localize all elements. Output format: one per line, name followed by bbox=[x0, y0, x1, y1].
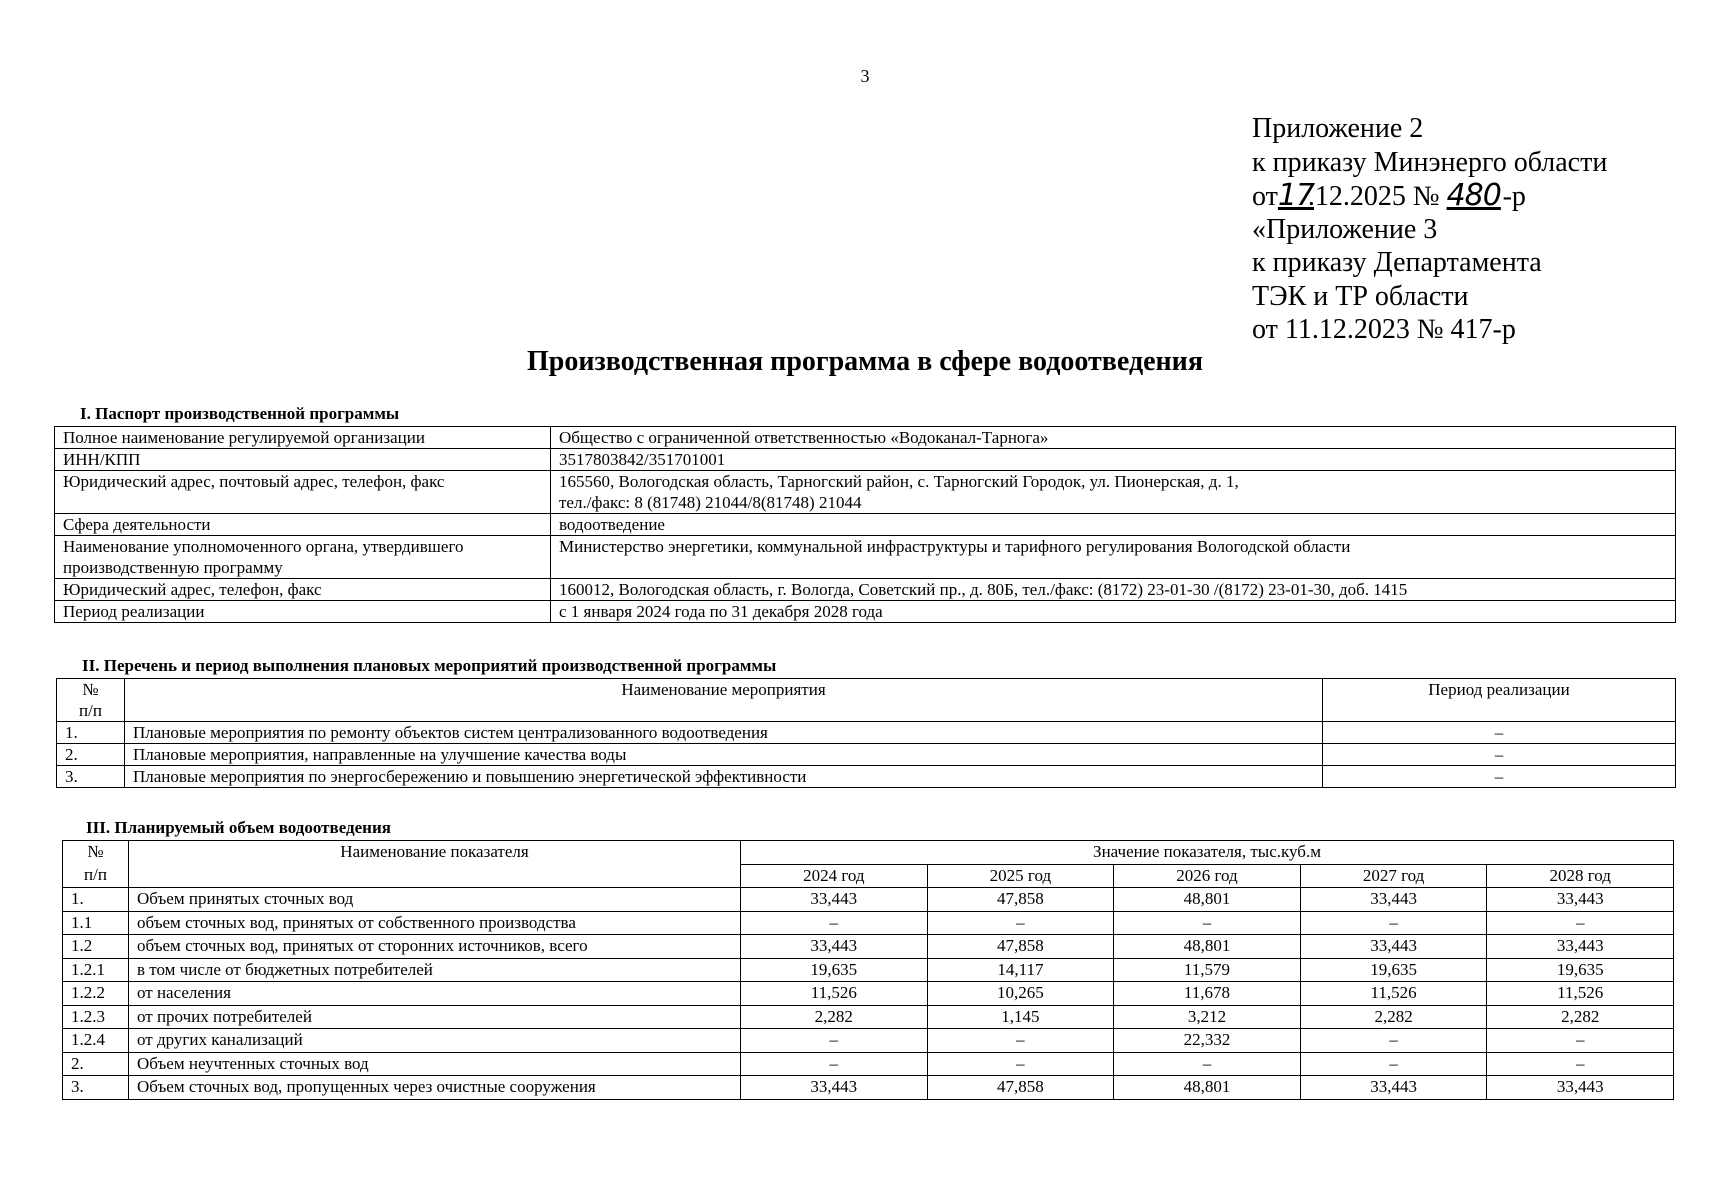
row-value: 19,635 bbox=[1487, 958, 1674, 982]
row-name: Плановые мероприятия, направленные на улучшение качества воды bbox=[125, 744, 1323, 766]
row-value: – bbox=[927, 1052, 1114, 1076]
measures-table bbox=[56, 678, 1676, 788]
row-value: – bbox=[1114, 1052, 1301, 1076]
table-row bbox=[63, 982, 1674, 1006]
row-value: 33,443 bbox=[741, 935, 928, 959]
table-row bbox=[63, 958, 1674, 982]
passport-value-line: 165560, Вологодская область, Тарногский район, с. Тарногский Городок, ул. Пионерская, д. 1, bbox=[559, 472, 1239, 491]
appendix-text: -р bbox=[1502, 181, 1526, 212]
col-header-values: Значение показателя, тыс.куб.м bbox=[741, 841, 1674, 865]
row-num: 1.2 bbox=[63, 935, 129, 959]
row-name: от прочих потребителей bbox=[129, 1005, 741, 1029]
appendix-text: .12.2025 № bbox=[1307, 181, 1440, 212]
row-value: 3,212 bbox=[1114, 1005, 1301, 1029]
row-num: 1.2.2 bbox=[63, 982, 129, 1006]
table-row bbox=[55, 579, 1676, 601]
table-row bbox=[63, 935, 1674, 959]
col-header-name: Наименование мероприятия bbox=[125, 679, 1323, 722]
row-value: – bbox=[1300, 1029, 1487, 1053]
row-value: 33,443 bbox=[1487, 888, 1674, 912]
row-value: 33,443 bbox=[741, 888, 928, 912]
row-value: 10,265 bbox=[927, 982, 1114, 1006]
volume-heading: III. Планируемый объем водоотведения bbox=[86, 818, 391, 837]
row-value: – bbox=[741, 1052, 928, 1076]
passport-label-line: производственную программу bbox=[63, 558, 283, 577]
row-value: – bbox=[741, 911, 928, 935]
volume-table bbox=[62, 840, 1674, 1100]
table-row bbox=[63, 1005, 1674, 1029]
year-header: 2026 год bbox=[1114, 864, 1301, 888]
table-row bbox=[57, 744, 1676, 766]
appendix-line: Приложение 2 bbox=[1252, 113, 1424, 144]
table-row bbox=[63, 1076, 1674, 1100]
appendix-line: «Приложение 3 bbox=[1252, 213, 1438, 245]
row-num: 3. bbox=[57, 766, 125, 788]
passport-value: с 1 января 2024 года по 31 декабря 2028 года bbox=[551, 601, 1676, 623]
row-name: Плановые мероприятия по энергосбережению и повышению энергетической эффективности bbox=[125, 766, 1323, 788]
passport-heading: I. Паспорт производственной программы bbox=[80, 404, 400, 423]
row-value: 11,526 bbox=[741, 982, 928, 1006]
row-num: 1. bbox=[63, 888, 129, 912]
passport-table bbox=[54, 426, 1676, 623]
row-value: 48,801 bbox=[1114, 1076, 1301, 1100]
table-row bbox=[55, 427, 1676, 449]
row-num: 1.2.1 bbox=[63, 958, 129, 982]
document-title: Производственная программа в сфере водоотведения bbox=[527, 346, 1203, 377]
passport-value: водоотведение bbox=[551, 514, 1676, 536]
table-header-row bbox=[57, 679, 1676, 722]
row-value: 11,526 bbox=[1487, 982, 1674, 1006]
row-value: 2,282 bbox=[1487, 1005, 1674, 1029]
row-value: – bbox=[1487, 1052, 1674, 1076]
passport-label: Период реализации bbox=[55, 601, 551, 623]
row-num: 1.1 bbox=[63, 911, 129, 935]
row-value: 33,443 bbox=[741, 1076, 928, 1100]
row-value: 47,858 bbox=[927, 935, 1114, 959]
appendix-line: ТЭК и ТР области bbox=[1252, 280, 1469, 312]
passport-label-line: Наименование уполномоченного органа, утвердившего bbox=[63, 537, 464, 556]
table-row bbox=[57, 766, 1676, 788]
row-num: 1. bbox=[57, 722, 125, 744]
handwritten-order-number: 480 bbox=[1446, 178, 1501, 213]
appendix-block bbox=[1252, 112, 1607, 347]
appendix-line: к приказу Минэнерго области bbox=[1252, 146, 1608, 178]
passport-label: ИНН/КПП bbox=[55, 449, 551, 471]
row-value: 33,443 bbox=[1300, 935, 1487, 959]
row-name: Объем неучтенных сточных вод bbox=[129, 1052, 741, 1076]
row-num: 2. bbox=[63, 1052, 129, 1076]
row-num: 1.2.4 bbox=[63, 1029, 129, 1053]
row-name: Объем принятых сточных вод bbox=[129, 888, 741, 912]
passport-label: Юридический адрес, почтовый адрес, телефон, факс bbox=[55, 471, 551, 514]
row-value: 11,678 bbox=[1114, 982, 1301, 1006]
col-header-num-line: п/п bbox=[79, 701, 102, 720]
row-value: 33,443 bbox=[1487, 1076, 1674, 1100]
row-value: 1,145 bbox=[927, 1005, 1114, 1029]
appendix-line: от 11.12.2023 № 417-р bbox=[1252, 314, 1516, 345]
table-row bbox=[63, 1029, 1674, 1053]
row-value: – bbox=[927, 911, 1114, 935]
passport-value bbox=[551, 471, 1676, 514]
row-period: – bbox=[1323, 722, 1676, 744]
row-name: от населения bbox=[129, 982, 741, 1006]
table-row bbox=[55, 536, 1676, 579]
col-header-num-line: п/п bbox=[84, 864, 107, 884]
appendix-text: от bbox=[1252, 181, 1278, 212]
table-row bbox=[55, 471, 1676, 514]
handwritten-day: 17 bbox=[1277, 178, 1315, 213]
row-value: 2,282 bbox=[741, 1005, 928, 1029]
row-name: от других канализаций bbox=[129, 1029, 741, 1053]
year-header: 2027 год bbox=[1300, 864, 1487, 888]
row-value: 2,282 bbox=[1300, 1005, 1487, 1029]
passport-label bbox=[55, 536, 551, 579]
table-row bbox=[55, 514, 1676, 536]
table-row bbox=[63, 911, 1674, 935]
row-name: объем сточных вод, принятых от сторонних источников, всего bbox=[129, 935, 741, 959]
row-value: 47,858 bbox=[927, 888, 1114, 912]
row-value: – bbox=[927, 1029, 1114, 1053]
row-value: – bbox=[1487, 1029, 1674, 1053]
row-value: – bbox=[741, 1029, 928, 1053]
row-value: – bbox=[1114, 911, 1301, 935]
passport-value: Министерство энергетики, коммунальной инфраструктуры и тарифного регулирования Вологодской области bbox=[551, 536, 1676, 579]
measures-heading: II. Перечень и период выполнения плановых мероприятий производственной программы bbox=[82, 656, 777, 675]
year-header: 2025 год bbox=[927, 864, 1114, 888]
table-row bbox=[57, 722, 1676, 744]
row-value: 19,635 bbox=[741, 958, 928, 982]
appendix-line: к приказу Департамента bbox=[1252, 247, 1542, 278]
passport-label: Сфера деятельности bbox=[55, 514, 551, 536]
table-header-row bbox=[63, 841, 1674, 865]
row-value: – bbox=[1300, 1052, 1487, 1076]
passport-value-line: тел./факс: 8 (81748) 21044/8(81748) 21044 bbox=[559, 493, 862, 512]
row-value: 48,801 bbox=[1114, 888, 1301, 912]
table-row bbox=[63, 1052, 1674, 1076]
table-row bbox=[55, 601, 1676, 623]
row-value: 47,858 bbox=[927, 1076, 1114, 1100]
table-row bbox=[55, 449, 1676, 471]
row-value: 33,443 bbox=[1300, 1076, 1487, 1100]
col-header-num-line: № bbox=[82, 680, 99, 699]
page-number: 3 bbox=[860, 66, 870, 86]
col-header-period: Период реализации bbox=[1323, 679, 1676, 722]
row-num: 2. bbox=[57, 744, 125, 766]
passport-value: 3517803842/351701001 bbox=[551, 449, 1676, 471]
passport-label: Юридический адрес, телефон, факс bbox=[55, 579, 551, 601]
row-name: в том числе от бюджетных потребителей bbox=[129, 958, 741, 982]
row-num: 1.2.3 bbox=[63, 1005, 129, 1029]
year-header: 2028 год bbox=[1487, 864, 1674, 888]
row-name: Плановые мероприятия по ремонту объектов систем централизованного водоотведения bbox=[125, 722, 1323, 744]
row-name: Объем сточных вод, пропущенных через очистные сооружения bbox=[129, 1076, 741, 1100]
table-row bbox=[63, 888, 1674, 912]
row-value: 48,801 bbox=[1114, 935, 1301, 959]
col-header-num bbox=[63, 841, 129, 888]
row-period: – bbox=[1323, 766, 1676, 788]
row-value: – bbox=[1487, 911, 1674, 935]
col-header-num-line: № bbox=[87, 842, 104, 861]
passport-value: Общество с ограниченной ответственностью «Водоканал-Тарнога» bbox=[551, 427, 1676, 449]
row-value: 19,635 bbox=[1300, 958, 1487, 982]
col-header-name: Наименование показателя bbox=[129, 841, 741, 888]
row-value: 11,579 bbox=[1114, 958, 1301, 982]
row-name: объем сточных вод, принятых от собственного производства bbox=[129, 911, 741, 935]
row-value: – bbox=[1300, 911, 1487, 935]
row-value: 14,117 bbox=[927, 958, 1114, 982]
passport-label: Полное наименование регулируемой организации bbox=[55, 427, 551, 449]
row-num: 3. bbox=[63, 1076, 129, 1100]
appendix-order-line bbox=[1252, 179, 1607, 213]
row-value: 11,526 bbox=[1300, 982, 1487, 1006]
year-header: 2024 год bbox=[741, 864, 928, 888]
col-header-num bbox=[57, 679, 125, 722]
passport-value: 160012, Вологодская область, г. Вологда, Советский пр., д. 80Б, тел./факс: (8172) 23-01-30 /(8172) 23-01-30, доб. 1415 bbox=[551, 579, 1676, 601]
row-value: 33,443 bbox=[1487, 935, 1674, 959]
row-value: 33,443 bbox=[1300, 888, 1487, 912]
row-value: 22,332 bbox=[1114, 1029, 1301, 1053]
row-period: – bbox=[1323, 744, 1676, 766]
